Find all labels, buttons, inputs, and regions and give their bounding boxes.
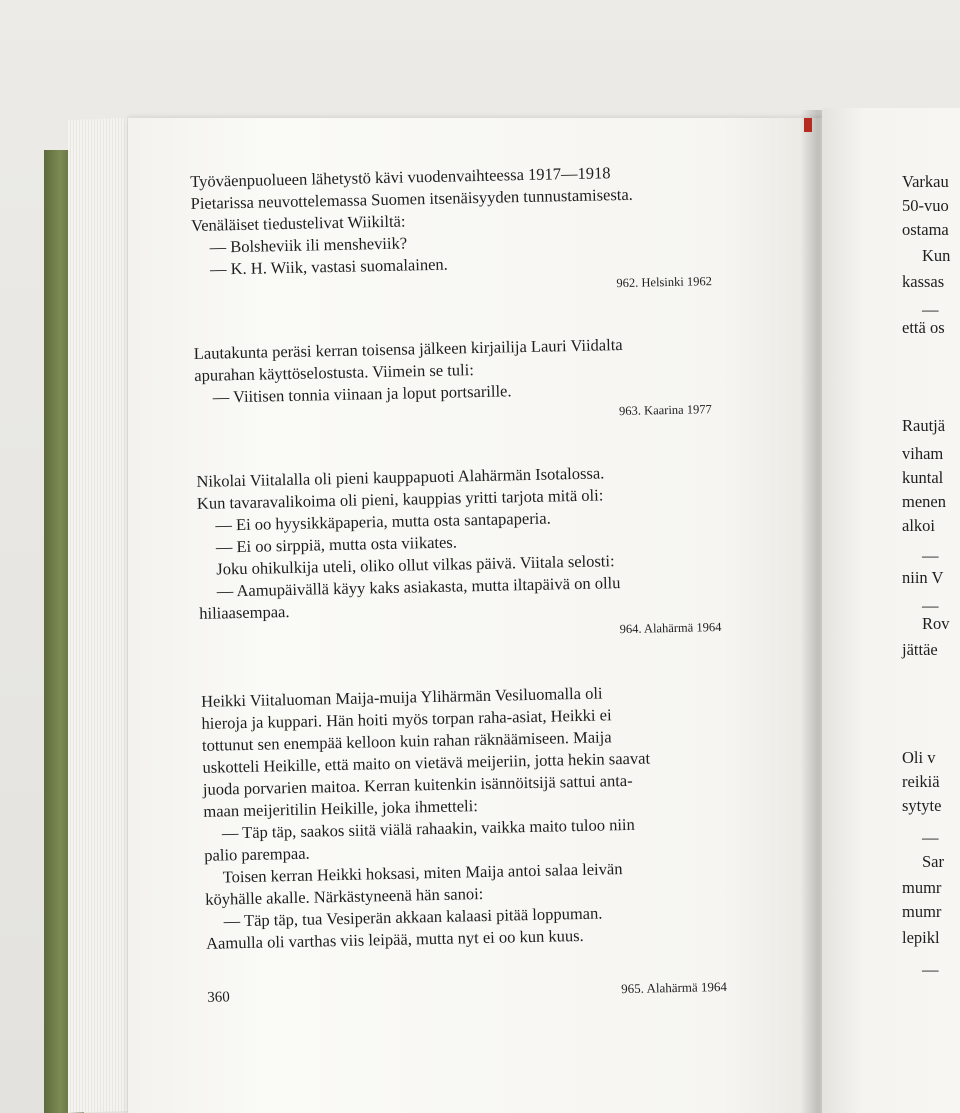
right-page-fragment: sytyte	[902, 796, 942, 815]
right-page-fragment: menen	[902, 492, 946, 511]
text-line: — K. H. Wiik, vastasi suomalainen.	[209, 254, 448, 279]
text-line: — Täp täp, tua Vesiperän akkaan kalaasi pitää loppuman.	[223, 903, 603, 931]
text-line: Kun tavaravalikoima oli pieni, kauppias yritti tarjota mitä oli:	[196, 485, 604, 513]
right-page-fragment: lepikl	[902, 928, 940, 947]
right-page-fragment: niin V	[902, 568, 944, 587]
text-line: — Aamupäivällä käyy kaks asiakasta, mutta iltapäivä on ollu	[216, 573, 621, 601]
text-line: apurahan käyttöselostusta. Viimein se tuli:	[194, 360, 475, 385]
text-line: uskotteli Heikille, että maito on vietävä meijeriin, jotta hekin saavat	[202, 748, 651, 777]
right-page-fragment: —	[922, 960, 939, 979]
right-page-fragment: Oli v	[902, 748, 936, 767]
text-line: juoda porvarien maitoa. Kerran kuitenkin isännöitsijä sattui anta-	[202, 770, 633, 799]
text-line: Pietarissa neuvottelemassa Suomen itsenäisyyden tunnustamisesta.	[190, 184, 633, 213]
text-line: — Bolsheviik ili mensheviik?	[209, 233, 408, 257]
right-page-fragment: kassas	[902, 272, 945, 291]
text-line: Lautakunta peräsi kerran toisensa jälkeen kirjailija Lauri Viidalta	[193, 334, 623, 363]
text-line: palio parempaa.	[204, 843, 310, 865]
right-page-fragment: Rautjä	[902, 416, 946, 435]
text-line: hiliaasempaa.	[199, 602, 290, 623]
right-page-fragment: ostama	[902, 220, 949, 239]
right-page-fragment: alkoi	[902, 516, 935, 535]
right-page-fragment: —	[922, 300, 939, 319]
text-line: tottunut sen enempää kelloon kuin rahan räknäämiseen. Maija	[201, 727, 612, 755]
page-number: 360	[207, 989, 230, 1006]
right-page-fragment: mumr	[902, 902, 942, 921]
right-page-fragment: kuntal	[902, 468, 944, 487]
right-page-fragment: viham	[902, 444, 944, 463]
text-line: hieroja ja kuppari. Hän hoiti myös torpan raha-asiat, Heikki ei	[201, 705, 612, 733]
text-line: — Ei oo hyysikkäpaperia, mutta osta santapaperia.	[215, 508, 551, 535]
text-line: Työväenpuolueen lähetystö kävi vuodenvaihteessa 1917—1918	[190, 163, 611, 191]
right-page-fragment: jättäe	[902, 640, 938, 659]
right-page-fragment: 50-vuo	[902, 196, 949, 215]
right-page-fragment: reikiä	[902, 772, 940, 791]
text-line: — Viitisen tonnia viinaan ja loput portsarille.	[212, 381, 512, 407]
right-page-fragment: mumr	[902, 878, 942, 897]
right-page-fragment: että os	[902, 318, 945, 337]
text-line: maan meijeritilin Heikille, joka ihmetteli:	[203, 796, 479, 821]
anecdote-caption: 962. Helsinki 1962	[616, 274, 713, 291]
text-line: köyhälle akalle. Närkästyneenä hän sanoi:	[205, 884, 484, 909]
text-line: Nikolai Viitalalla oli pieni kauppapuoti Alahärmän Isotalossa.	[196, 463, 605, 491]
anecdote-caption: 964. Alahärmä 1964	[619, 619, 722, 637]
text-line: Heikki Viitaluoman Maija-muija Ylihärmän Vesiluomalla oli	[200, 683, 603, 711]
right-page	[822, 108, 960, 1113]
text-line: — Täp täp, saakos siitä viälä rahaakin, vaikka maito tuloo niin	[221, 814, 635, 843]
right-page-fragment: Kun	[922, 246, 951, 265]
text-line: Joku ohikulkija uteli, oliko ollut vilkas päivä. Viitala selosti:	[216, 551, 615, 579]
right-page-fragment: Rov	[922, 614, 950, 633]
right-page-text	[822, 108, 960, 1113]
text-line: — Ei oo sirppiä, mutta osta viikates.	[215, 532, 458, 557]
right-page-fragment: —	[922, 546, 939, 565]
right-page-fragment: —	[922, 828, 939, 847]
right-page-fragment: Varkau	[902, 172, 949, 191]
right-page-fragment: —	[922, 596, 939, 615]
anecdote-caption: 963. Kaarina 1977	[618, 402, 712, 419]
red-bookmark-edge	[804, 118, 812, 132]
text-line: Aamulla oli varthas viis leipää, mutta nyt ei oo kun kuus.	[205, 925, 584, 953]
text-line: Toisen kerran Heikki hoksasi, miten Maija antoi salaa leivän	[222, 859, 623, 887]
text-line: Venäläiset tiedustelivat Wiikiltä:	[190, 211, 406, 235]
anecdote-caption: 965. Alahärmä 1964	[621, 978, 728, 997]
right-page-fragment: Sar	[922, 852, 944, 871]
